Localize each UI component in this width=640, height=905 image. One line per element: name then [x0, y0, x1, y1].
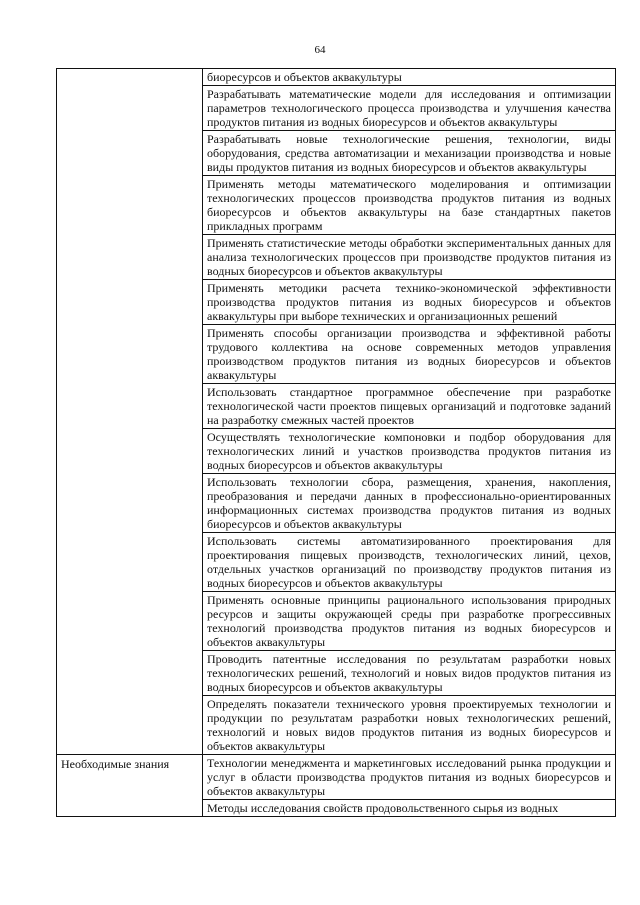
skill-cell: Использовать стандартное программное обеспечение при разработке технологической части проектов пищевых организаций и подготовке заданий на разработку смежных частей проектов: [203, 384, 616, 429]
skill-cell: Определять показатели технического уровня проектируемых технологии и продукции по результатам разработки новых технологических решений, технологий и новых видов продуктов питания из водных биоресурсов и объектов аквакультуры: [203, 696, 616, 755]
skill-cell: биоресурсов и объектов аквакультуры: [203, 69, 616, 86]
knowledge-label: Необходимые знания: [61, 757, 170, 771]
skill-cell: Применять статистические методы обработки экспериментальных данных для анализа технологических процессов при производстве продуктов питания из водных биоресурсов и объектов аквакультуры: [203, 235, 616, 280]
skill-cell: Применять методы математического моделирования и оптимизации технологических процессов производства продуктов питания из водных биоресурсов и объектов аквакультуры на базе стандартных пакетов прикладных программ: [203, 176, 616, 235]
skills-label-cell: [57, 69, 203, 755]
knowledge-label-cell: [57, 755, 203, 817]
knowledge-cell: Методы исследования свойств продовольственного сырья из водных: [203, 800, 616, 817]
skill-cell: Использовать технологии сбора, размещения, хранения, накопления, преобразования и передачи данных в профессионально-ориентированных информационных системах производства продуктов питания из водных биоресурсов и объектов аквакультуры: [203, 474, 616, 533]
table-row: [57, 755, 616, 800]
skill-cell: Применять основные принципы рационального использования природных ресурсов и защиты окружающей среды при разработке прогрессивных технологий производства продуктов питания из водных биоресурсов и объектов аквакультуры: [203, 592, 616, 651]
table-row: [57, 69, 616, 86]
skill-cell: Использовать системы автоматизированного проектирования для проектирования пищевых производств, технологических линий, цехов, отдельных участков организаций по производству продуктов питания из водных биоресурсов и объектов аквакультуры: [203, 533, 616, 592]
skill-cell: Применять методики расчета технико-экономической эффективности производства продуктов питания из водных биоресурсов и объектов аквакультуры при выборе технических и организационных решений: [203, 280, 616, 325]
skill-cell: Применять способы организации производства и эффективной работы трудового коллектива на основе современных методов управления производством продуктов питания из водных биоресурсов и объектов аквакультуры: [203, 325, 616, 384]
knowledge-cell: Технологии менеджмента и маркетинговых исследований рынка продукции и услуг в области производства продуктов питания из водных биоресурсов и объектов аквакультуры: [203, 755, 616, 800]
skill-cell: Разрабатывать математические модели для исследования и оптимизации параметров технологического процесса производства и улучшения качества продуктов питания из водных биоресурсов и объектов аквакультуры: [203, 86, 616, 131]
skill-cell: Осуществлять технологические компоновки и подбор оборудования для технологических линий и участков производства продуктов питания из водных биоресурсов и объектов аквакультуры: [203, 429, 616, 474]
page-number: 64: [314, 44, 326, 56]
skill-cell: Проводить патентные исследования по результатам разработки новых технологических решений, технологий и новых видов продуктов питания из водных биоресурсов и объектов аквакультуры: [203, 651, 616, 696]
skill-cell: Разрабатывать новые технологические решения, технологии, виды оборудования, средства автоматизации и механизации производства и новые виды продуктов питания из водных биоресурсов и объектов аквакультуры: [203, 131, 616, 176]
requirements-table: [56, 68, 616, 817]
